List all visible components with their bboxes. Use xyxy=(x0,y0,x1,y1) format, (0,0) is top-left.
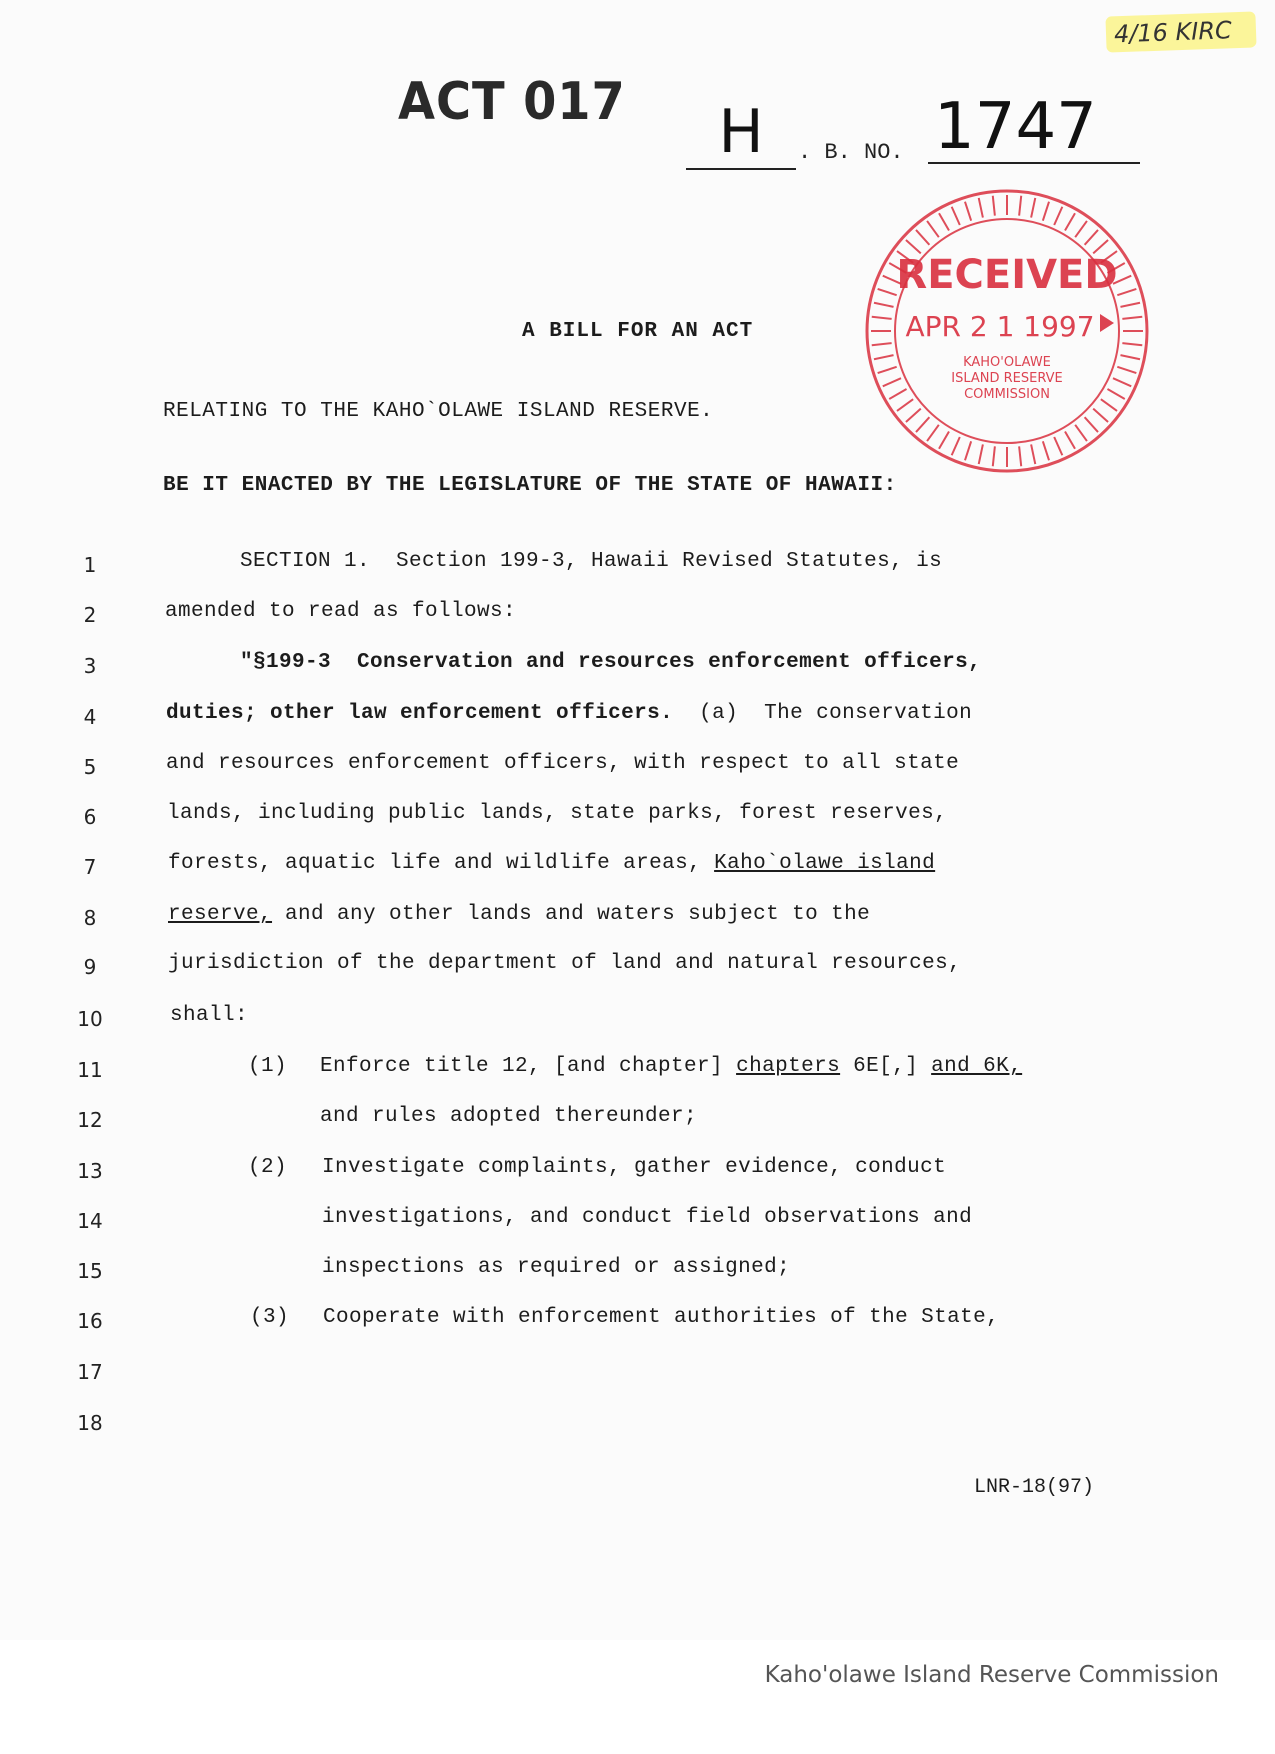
stamp-tick xyxy=(897,399,913,411)
stamp-tick xyxy=(939,213,949,230)
line-number: 7 xyxy=(83,855,97,879)
line-number: 6 xyxy=(83,805,97,829)
stamp-tick xyxy=(1031,444,1035,464)
document-code: LNR-18(97) xyxy=(974,1476,1095,1499)
line-number: 3 xyxy=(83,654,97,678)
stamp-tick xyxy=(1065,431,1075,448)
body-line-15: inspections as required or assigned; xyxy=(322,1256,791,1279)
body-line-7-text: forests, aquatic life and wildlife areas, xyxy=(168,852,715,875)
inserted-text-6k: and 6K, xyxy=(931,1055,1023,1078)
body-line-4 xyxy=(166,702,972,725)
stamp-org-line2: ISLAND RESERVE xyxy=(951,371,1063,386)
stamp-tick xyxy=(1043,441,1049,460)
line-number: 17 xyxy=(77,1360,103,1384)
body-line-11 xyxy=(320,1055,1022,1078)
stamp-tick xyxy=(1065,213,1075,230)
stamp-tick xyxy=(1093,409,1108,422)
stamp-org-line1: KAHO'OLAWE xyxy=(963,355,1051,370)
line-number: 11 xyxy=(77,1058,103,1082)
stamp-tick xyxy=(1054,437,1062,455)
stamp-tick xyxy=(965,202,971,221)
inserted-text-chapters: chapters xyxy=(736,1055,841,1078)
line-number: 10 xyxy=(77,1007,103,1031)
stamp-title: RECEIVED xyxy=(896,252,1118,298)
body-line-3: "§199-3 Conservation and resources enforcement officers, xyxy=(240,651,982,674)
stamp-tick xyxy=(883,378,901,386)
stamp-tick xyxy=(1122,343,1142,345)
bill-house: H xyxy=(686,96,796,170)
item-3-number: (3) xyxy=(250,1306,290,1329)
stamp-tick xyxy=(993,196,995,216)
section-heading-continued: duties; other law enforcement officers. xyxy=(166,702,674,725)
stamp-tick xyxy=(927,425,939,441)
stamp-tick xyxy=(872,317,892,319)
body-line-6: lands, including public lands, state parks, forest reserves, xyxy=(167,802,948,825)
stamp-arrow-icon xyxy=(1100,314,1114,332)
act-number: ACT 017 xyxy=(398,72,626,132)
body-line-13: Investigate complaints, gather evidence, conduct xyxy=(322,1156,947,1179)
bill-number: 1747 xyxy=(928,90,1140,164)
stamp-tick xyxy=(1117,367,1136,373)
stamp-tick xyxy=(872,343,892,345)
stamp-tick xyxy=(1043,202,1049,221)
stamp-tick xyxy=(1085,417,1098,432)
footer-credit: Kaho'olawe Island Reserve Commission xyxy=(764,1662,1219,1688)
line-number: 14 xyxy=(77,1209,103,1233)
stamp-tick xyxy=(1122,317,1142,319)
stamp-tick xyxy=(1019,446,1021,466)
line-number: 4 xyxy=(83,705,97,729)
body-line-9: jurisdiction of the department of land and natural resources, xyxy=(168,952,962,975)
item-1-text: Enforce title 12, [and chapter] xyxy=(320,1055,737,1078)
body-line-8-text: and any other lands and waters subject to the xyxy=(272,903,871,926)
stamp-tick xyxy=(1101,399,1117,411)
inserted-text-reserve: reserve, xyxy=(168,903,273,926)
stamp-tick xyxy=(952,207,960,225)
stamp-date: APR 2 1 1997 xyxy=(905,310,1095,343)
bill-no-label: . B. NO. xyxy=(798,140,904,165)
body-line-10: shall: xyxy=(170,1004,249,1027)
stamp-tick xyxy=(1031,198,1035,218)
stamp-tick xyxy=(993,446,995,466)
footer-band xyxy=(0,1640,1275,1754)
stamp-tick xyxy=(916,417,929,432)
stamp-tick xyxy=(906,409,921,422)
stamp-tick xyxy=(916,230,929,245)
stamp-tick xyxy=(965,441,971,460)
stamp-tick xyxy=(1120,355,1140,359)
stamp-tick xyxy=(979,198,983,218)
stamp-tick xyxy=(1120,303,1140,307)
line-number: 2 xyxy=(83,603,97,627)
stamp-tick xyxy=(1107,389,1124,399)
body-line-16: Cooperate with enforcement authorities of the State, xyxy=(323,1306,1000,1329)
stamp-tick xyxy=(939,431,949,448)
item-2-number: (2) xyxy=(248,1156,288,1179)
body-line-7 xyxy=(168,852,935,875)
line-number: 15 xyxy=(77,1259,103,1283)
line-number: 12 xyxy=(77,1108,103,1132)
stamp-tick xyxy=(952,437,960,455)
body-line-14: investigations, and conduct field observations and xyxy=(322,1206,973,1229)
stamp-tick xyxy=(874,303,894,307)
item-1-number: (1) xyxy=(248,1055,288,1078)
line-number: 5 xyxy=(83,755,97,779)
body-line-8 xyxy=(168,903,870,926)
inserted-text-kahoolawe: Kaho`olawe island xyxy=(714,852,936,875)
body-line-5: and resources enforcement officers, with respect to all state xyxy=(166,752,960,775)
stamp-tick xyxy=(878,367,897,373)
stamp-tick xyxy=(874,355,894,359)
received-stamp xyxy=(862,186,1152,476)
stamp-tick xyxy=(1075,425,1087,441)
line-number: 13 xyxy=(77,1159,103,1183)
stamp-tick xyxy=(1019,196,1021,216)
stamp-tick xyxy=(927,221,939,237)
stamp-tick xyxy=(1117,289,1136,295)
body-line-1: SECTION 1. Section 199-3, Hawaii Revised Statutes, is xyxy=(240,550,943,573)
line-number: 9 xyxy=(83,955,97,979)
enacting-clause: BE IT ENACTED BY THE LEGISLATURE OF THE STATE OF HAWAII: xyxy=(163,474,897,497)
relating-clause: RELATING TO THE KAHO`OLAWE ISLAND RESERVE. xyxy=(163,400,714,423)
stamp-tick xyxy=(1075,221,1087,237)
stamp-tick xyxy=(979,444,983,464)
stamp-tick xyxy=(1113,378,1131,386)
stamp-tick xyxy=(878,289,897,295)
line-number: 18 xyxy=(77,1411,103,1435)
subsection-a-start: (a) The conservation xyxy=(673,702,973,725)
body-line-12: and rules adopted thereunder; xyxy=(320,1105,698,1128)
stamp-tick xyxy=(889,389,906,399)
stamp-org-line3: COMMISSION xyxy=(964,387,1050,402)
item-1-text-b: 6E[,] xyxy=(840,1055,932,1078)
stamp-tick xyxy=(1054,207,1062,225)
body-line-2: amended to read as follows: xyxy=(165,600,517,623)
stamp-tick xyxy=(1085,230,1098,245)
bill-heading: A BILL FOR AN ACT xyxy=(522,320,754,343)
line-number: 8 xyxy=(83,906,97,930)
line-number: 16 xyxy=(77,1309,103,1333)
line-number: 1 xyxy=(83,553,97,577)
corner-note: 4/16 KIRC xyxy=(1105,11,1256,52)
